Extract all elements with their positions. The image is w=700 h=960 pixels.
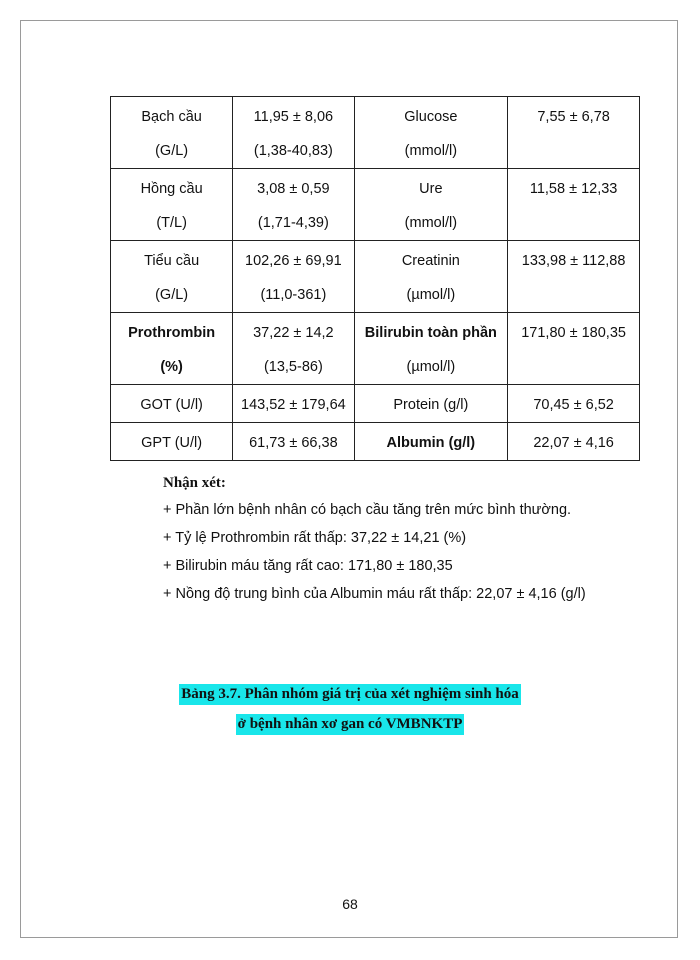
- table-row: [111, 313, 640, 385]
- comments-heading: Nhận xét:: [163, 475, 226, 491]
- table-cell: 11,95 ± 8,06 (1,38-40,83): [233, 97, 354, 169]
- comments-section: [163, 470, 586, 608]
- table-cell: Albumin (g/l): [354, 423, 508, 461]
- caption-line-1: Bảng 3.7. Phân nhóm giá trị của xét nghiệm sinh hóa: [179, 684, 521, 705]
- table-cell: Ure (mmol/l): [354, 169, 508, 241]
- table-cell: 143,52 ± 179,64: [233, 385, 354, 423]
- table-cell: Bạch cầu (G/L): [111, 97, 233, 169]
- page-number: 68: [342, 896, 358, 912]
- table-cell: Prothrombin (%): [111, 313, 233, 385]
- comment-item: + Phần lớn bệnh nhân có bạch cầu tăng trên mức bình thường.: [163, 502, 572, 518]
- table-cell: 61,73 ± 66,38: [233, 423, 354, 461]
- table-cell: 70,45 ± 6,52: [508, 385, 640, 423]
- table-cell: Protein (g/l): [354, 385, 508, 423]
- comment-item: + Tỷ lệ Prothrombin rất thấp: 37,22 ± 14,21 (%): [163, 530, 467, 546]
- comment-item: + Nồng độ trung bình của Albumin máu rất thấp: 22,07 ± 4,16 (g/l): [163, 586, 586, 602]
- table-cell: Bilirubin toàn phần (µmol/l): [354, 313, 508, 385]
- table-cell: Glucose (mmol/l): [354, 97, 508, 169]
- table-cell: 37,22 ± 14,2 (13,5-86): [233, 313, 354, 385]
- table-cell: 133,98 ± 112,88: [508, 241, 640, 313]
- table-cell: Hồng cầu (T/L): [111, 169, 233, 241]
- table-cell: 7,55 ± 6,78: [508, 97, 640, 169]
- table-cell: GOT (U/l): [111, 385, 233, 423]
- table-cell: Tiểu cầu (G/L): [111, 241, 233, 313]
- table-cell: 171,80 ± 180,35: [508, 313, 640, 385]
- table-row: [111, 241, 640, 313]
- table-cell: Creatinin (µmol/l): [354, 241, 508, 313]
- table-cell: 3,08 ± 0,59 (1,71-4,39): [233, 169, 354, 241]
- caption-line-2: ở bệnh nhân xơ gan có VMBNKTP: [236, 714, 465, 735]
- table-cell: 11,58 ± 12,33: [508, 169, 640, 241]
- table-cell: 102,26 ± 69,91 (11,0-361): [233, 241, 354, 313]
- table-cell: GPT (U/l): [111, 423, 233, 461]
- lab-results-table: [110, 96, 640, 461]
- table-caption: [0, 684, 700, 744]
- table-row: [111, 97, 640, 169]
- comment-item: + Bilirubin máu tăng rất cao: 171,80 ± 180,35: [163, 558, 453, 574]
- table-row: [111, 169, 640, 241]
- table-row: [111, 423, 640, 461]
- table-cell: 22,07 ± 4,16: [508, 423, 640, 461]
- table-row: [111, 385, 640, 423]
